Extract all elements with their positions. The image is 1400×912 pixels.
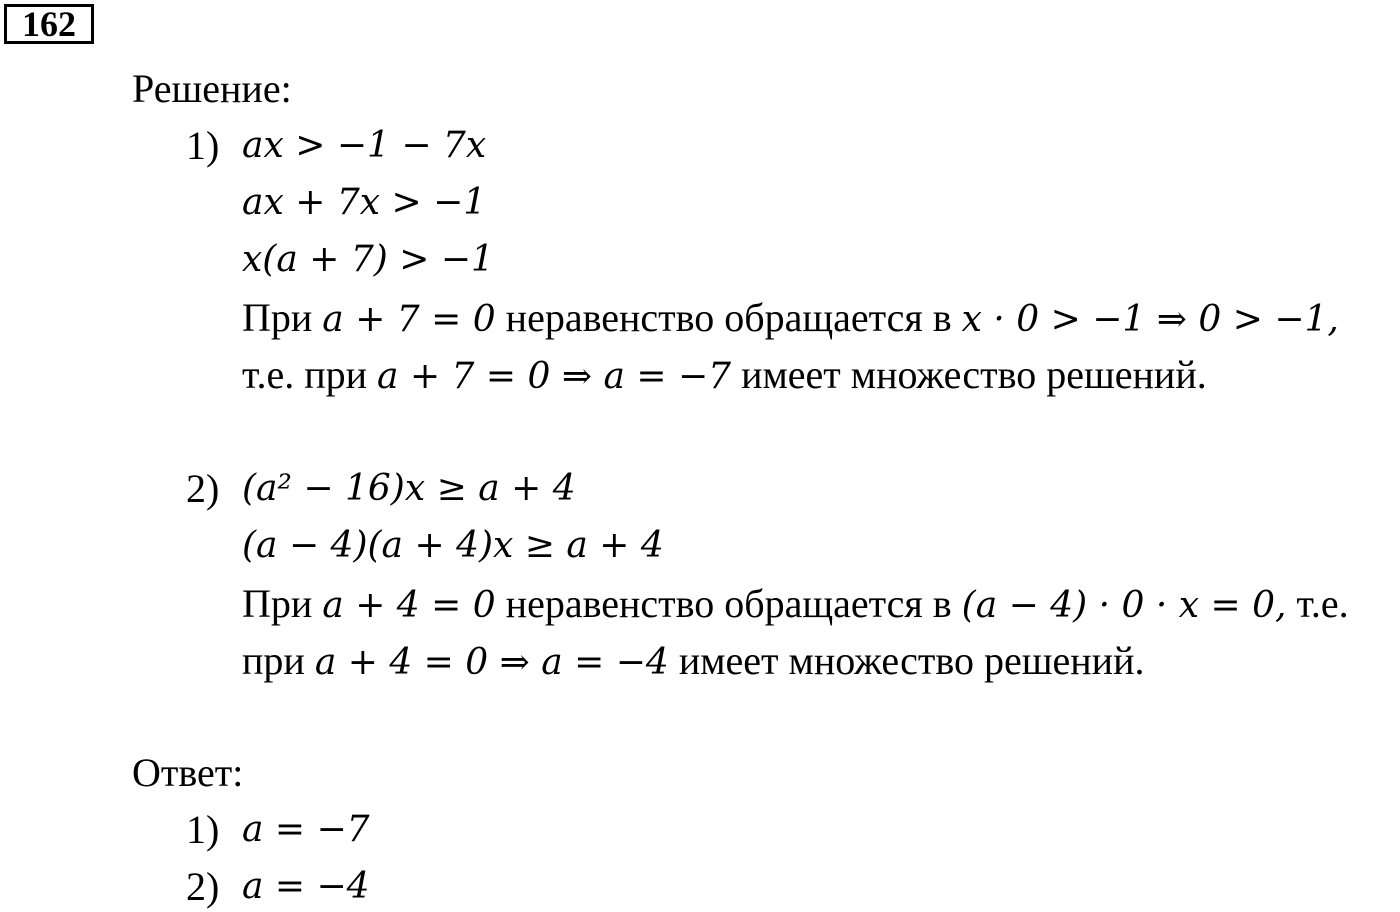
part2-equation-1: (a² − 16)x ≥ a + 4 (242, 468, 576, 509)
solution-heading: Решение: (132, 66, 292, 111)
answer-heading: Ответ: (132, 750, 244, 795)
part1-math-1a: a + 7 = 0 (322, 299, 496, 340)
part1-text-1b: неравенство обращается в (495, 295, 962, 340)
part1-text-2b: имеет множество решений. (731, 352, 1207, 397)
part1-explanation-line-2 (242, 352, 1207, 400)
part2-text-1b: неравенство обращается в (495, 581, 962, 626)
part1-equation-3: x(a + 7) > −1 (242, 239, 494, 280)
answer-1-value: a = −7 (242, 809, 370, 850)
part2-text-2a: при (242, 638, 315, 683)
part2-text-1a: При (242, 581, 323, 626)
part1-equation-2: ax + 7x > −1 (242, 182, 487, 223)
part1-text-2a: т.е. при (242, 352, 378, 397)
part2-explanation-line-2 (242, 638, 1145, 686)
part2-explanation-line-1 (242, 581, 1349, 629)
problem-number-box: 162 (4, 4, 94, 44)
part1-explanation-line-1 (242, 295, 1339, 343)
part1-number: 1) (186, 123, 220, 168)
part2-number: 2) (186, 466, 220, 511)
part2-math-2: a + 4 = 0 ⇒ a = −4 (314, 642, 669, 683)
answer-2-value: a = −4 (242, 866, 370, 907)
part2-text-2b: имеет множество решений. (668, 638, 1145, 683)
part2-text-1c: т.е. (1286, 581, 1349, 626)
answer-2-number: 2) (186, 864, 220, 909)
part2-math-1b: (a − 4) · 0 · x = 0, (961, 585, 1287, 626)
part1-text-1a: При (242, 295, 323, 340)
part1-math-1b: x · 0 > −1 ⇒ 0 > −1, (961, 299, 1339, 340)
part1-math-2: a + 7 = 0 ⇒ a = −7 (377, 356, 732, 397)
part1-equation-1: ax > −1 − 7x (242, 125, 487, 166)
answer-1-number: 1) (186, 807, 220, 852)
part2-math-1a: a + 4 = 0 (322, 585, 496, 626)
part2-equation-2: (a − 4)(a + 4)x ≥ a + 4 (242, 525, 664, 566)
